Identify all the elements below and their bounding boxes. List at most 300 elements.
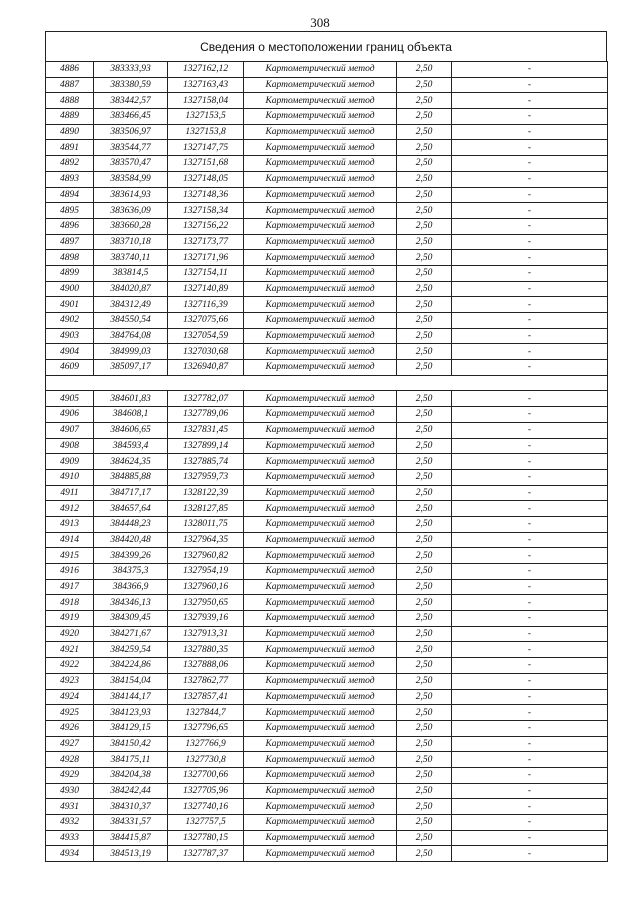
table-row	[46, 485, 608, 501]
method-cell: Картометрический метод	[244, 501, 397, 517]
accuracy-cell: 2,50	[397, 203, 452, 219]
y-coordinate-cell: 1327950,65	[168, 595, 244, 611]
table-row	[46, 469, 608, 485]
note-cell: -	[452, 689, 608, 705]
table-row	[46, 783, 608, 799]
point-number-cell: 4906	[46, 407, 94, 423]
y-coordinate-cell: 1327787,37	[168, 846, 244, 862]
y-coordinate-cell: 1327075,66	[168, 313, 244, 329]
table-row	[46, 548, 608, 564]
point-number-cell: 4899	[46, 265, 94, 281]
accuracy-cell: 2,50	[397, 218, 452, 234]
accuracy-cell: 2,50	[397, 407, 452, 423]
method-cell: Картометрический метод	[244, 485, 397, 501]
accuracy-cell: 2,50	[397, 815, 452, 831]
note-cell: -	[452, 783, 608, 799]
table-row	[46, 344, 608, 360]
method-cell: Картометрический метод	[244, 265, 397, 281]
accuracy-cell: 2,50	[397, 799, 452, 815]
y-coordinate-cell: 1327171,96	[168, 250, 244, 266]
method-cell: Картометрический метод	[244, 846, 397, 862]
method-cell: Картометрический метод	[244, 532, 397, 548]
accuracy-cell: 2,50	[397, 438, 452, 454]
y-coordinate-cell: 1327862,77	[168, 673, 244, 689]
accuracy-cell: 2,50	[397, 689, 452, 705]
note-cell: -	[452, 548, 608, 564]
y-coordinate-cell: 1327888,06	[168, 658, 244, 674]
x-coordinate-cell: 383442,57	[94, 93, 168, 109]
y-coordinate-cell: 1326940,87	[168, 360, 244, 376]
method-cell: Картометрический метод	[244, 297, 397, 313]
note-cell: -	[452, 736, 608, 752]
y-coordinate-cell: 1327148,36	[168, 187, 244, 203]
accuracy-cell: 2,50	[397, 642, 452, 658]
point-number-cell: 4923	[46, 673, 94, 689]
x-coordinate-cell: 384331,57	[94, 815, 168, 831]
x-coordinate-cell: 384175,11	[94, 752, 168, 768]
point-number-cell: 4910	[46, 469, 94, 485]
table-row	[46, 407, 608, 423]
x-coordinate-cell: 384020,87	[94, 281, 168, 297]
x-coordinate-cell: 384420,48	[94, 532, 168, 548]
table-row	[46, 673, 608, 689]
point-number-cell: 4920	[46, 626, 94, 642]
point-number-cell: 4925	[46, 705, 94, 721]
x-coordinate-cell: 384624,35	[94, 454, 168, 470]
x-coordinate-cell: 384346,13	[94, 595, 168, 611]
note-cell: -	[452, 250, 608, 266]
y-coordinate-cell: 1327789,06	[168, 407, 244, 423]
y-coordinate-cell: 1327156,22	[168, 218, 244, 234]
table-row	[46, 93, 608, 109]
accuracy-cell: 2,50	[397, 360, 452, 376]
point-number-cell: 4916	[46, 564, 94, 580]
point-number-cell: 4924	[46, 689, 94, 705]
note-cell: -	[452, 720, 608, 736]
x-coordinate-cell: 384123,93	[94, 705, 168, 721]
y-coordinate-cell: 1327831,45	[168, 422, 244, 438]
accuracy-cell: 2,50	[397, 595, 452, 611]
method-cell: Картометрический метод	[244, 783, 397, 799]
point-number-cell: 4908	[46, 438, 94, 454]
note-cell: -	[452, 752, 608, 768]
accuracy-cell: 2,50	[397, 109, 452, 125]
accuracy-cell: 2,50	[397, 830, 452, 846]
table-row	[46, 532, 608, 548]
table-row	[46, 454, 608, 470]
method-cell: Картометрический метод	[244, 548, 397, 564]
method-cell: Картометрический метод	[244, 422, 397, 438]
accuracy-cell: 2,50	[397, 532, 452, 548]
note-cell: -	[452, 344, 608, 360]
point-number-cell: 4897	[46, 234, 94, 250]
x-coordinate-cell: 384448,23	[94, 516, 168, 532]
table-row	[46, 250, 608, 266]
x-coordinate-cell: 384415,87	[94, 830, 168, 846]
x-coordinate-cell: 383506,97	[94, 124, 168, 140]
y-coordinate-cell: 1327782,07	[168, 391, 244, 407]
y-coordinate-cell: 1327796,65	[168, 720, 244, 736]
x-coordinate-cell: 385097,17	[94, 360, 168, 376]
y-coordinate-cell: 1327939,16	[168, 611, 244, 627]
table-row	[46, 501, 608, 517]
x-coordinate-cell: 384375,3	[94, 564, 168, 580]
accuracy-cell: 2,50	[397, 265, 452, 281]
note-cell: -	[452, 265, 608, 281]
accuracy-cell: 2,50	[397, 752, 452, 768]
method-cell: Картометрический метод	[244, 77, 397, 93]
table-row	[46, 799, 608, 815]
point-number-cell: 4922	[46, 658, 94, 674]
x-coordinate-cell: 383570,47	[94, 156, 168, 172]
point-number-cell: 4921	[46, 642, 94, 658]
point-number-cell: 4913	[46, 516, 94, 532]
y-coordinate-cell: 1327960,16	[168, 579, 244, 595]
y-coordinate-cell: 1327700,66	[168, 767, 244, 783]
table-row	[46, 516, 608, 532]
y-coordinate-cell: 1327844,7	[168, 705, 244, 721]
point-number-cell: 4907	[46, 422, 94, 438]
method-cell: Картометрический метод	[244, 595, 397, 611]
coordinates-table	[45, 61, 608, 862]
accuracy-cell: 2,50	[397, 736, 452, 752]
accuracy-cell: 2,50	[397, 93, 452, 109]
note-cell: -	[452, 77, 608, 93]
method-cell: Картометрический метод	[244, 564, 397, 580]
table-row	[46, 642, 608, 658]
table-row	[46, 736, 608, 752]
point-number-cell: 4912	[46, 501, 94, 517]
table-row	[46, 830, 608, 846]
table-row	[46, 234, 608, 250]
accuracy-cell: 2,50	[397, 548, 452, 564]
method-cell: Картометрический метод	[244, 109, 397, 125]
point-number-cell: 4903	[46, 328, 94, 344]
accuracy-cell: 2,50	[397, 328, 452, 344]
x-coordinate-cell: 383636,09	[94, 203, 168, 219]
note-cell: -	[452, 705, 608, 721]
method-cell: Картометрический метод	[244, 579, 397, 595]
point-number-cell: 4931	[46, 799, 94, 815]
point-number-cell: 4904	[46, 344, 94, 360]
y-coordinate-cell: 1327147,75	[168, 140, 244, 156]
table-row	[46, 689, 608, 705]
y-coordinate-cell: 1328011,75	[168, 516, 244, 532]
note-cell: -	[452, 156, 608, 172]
method-cell: Картометрический метод	[244, 328, 397, 344]
point-number-cell: 4898	[46, 250, 94, 266]
accuracy-cell: 2,50	[397, 171, 452, 187]
point-number-cell: 4609	[46, 360, 94, 376]
y-coordinate-cell: 1327913,31	[168, 626, 244, 642]
accuracy-cell: 2,50	[397, 391, 452, 407]
method-cell: Картометрический метод	[244, 830, 397, 846]
note-cell: -	[452, 438, 608, 454]
method-cell: Картометрический метод	[244, 516, 397, 532]
point-number-cell: 4901	[46, 297, 94, 313]
accuracy-cell: 2,50	[397, 611, 452, 627]
x-coordinate-cell: 383710,18	[94, 234, 168, 250]
method-cell: Картометрический метод	[244, 767, 397, 783]
method-cell: Картометрический метод	[244, 626, 397, 642]
point-number-cell: 4887	[46, 77, 94, 93]
note-cell: -	[452, 579, 608, 595]
x-coordinate-cell: 383584,99	[94, 171, 168, 187]
coordinates-table-body	[46, 62, 608, 862]
method-cell: Картометрический метод	[244, 736, 397, 752]
accuracy-cell: 2,50	[397, 579, 452, 595]
note-cell: -	[452, 595, 608, 611]
point-number-cell: 4889	[46, 109, 94, 125]
method-cell: Картометрический метод	[244, 140, 397, 156]
accuracy-cell: 2,50	[397, 564, 452, 580]
note-cell: -	[452, 846, 608, 862]
accuracy-cell: 2,50	[397, 156, 452, 172]
method-cell: Картометрический метод	[244, 124, 397, 140]
accuracy-cell: 2,50	[397, 124, 452, 140]
x-coordinate-cell: 383740,11	[94, 250, 168, 266]
method-cell: Картометрический метод	[244, 407, 397, 423]
method-cell: Картометрический метод	[244, 815, 397, 831]
accuracy-cell: 2,50	[397, 469, 452, 485]
x-coordinate-cell: 384593,4	[94, 438, 168, 454]
table-row	[46, 720, 608, 736]
x-coordinate-cell: 383333,93	[94, 62, 168, 78]
y-coordinate-cell: 1327730,8	[168, 752, 244, 768]
table-row	[46, 579, 608, 595]
method-cell: Картометрический метод	[244, 218, 397, 234]
accuracy-cell: 2,50	[397, 313, 452, 329]
method-cell: Картометрический метод	[244, 720, 397, 736]
method-cell: Картометрический метод	[244, 454, 397, 470]
point-number-cell: 4927	[46, 736, 94, 752]
method-cell: Картометрический метод	[244, 752, 397, 768]
x-coordinate-cell: 383380,59	[94, 77, 168, 93]
x-coordinate-cell: 384608,1	[94, 407, 168, 423]
y-coordinate-cell: 1327705,96	[168, 783, 244, 799]
accuracy-cell: 2,50	[397, 422, 452, 438]
y-coordinate-cell: 1327740,16	[168, 799, 244, 815]
y-coordinate-cell: 1327959,73	[168, 469, 244, 485]
table-row	[46, 328, 608, 344]
note-cell: -	[452, 532, 608, 548]
note-cell: -	[452, 767, 608, 783]
point-number-cell: 4905	[46, 391, 94, 407]
x-coordinate-cell: 384150,42	[94, 736, 168, 752]
note-cell: -	[452, 218, 608, 234]
note-cell: -	[452, 422, 608, 438]
accuracy-cell: 2,50	[397, 187, 452, 203]
y-coordinate-cell: 1327780,15	[168, 830, 244, 846]
x-coordinate-cell: 384399,26	[94, 548, 168, 564]
method-cell: Картометрический метод	[244, 187, 397, 203]
accuracy-cell: 2,50	[397, 516, 452, 532]
point-number-cell: 4918	[46, 595, 94, 611]
x-coordinate-cell: 383614,93	[94, 187, 168, 203]
point-number-cell: 4934	[46, 846, 94, 862]
table-row	[46, 595, 608, 611]
point-number-cell: 4932	[46, 815, 94, 831]
accuracy-cell: 2,50	[397, 281, 452, 297]
x-coordinate-cell: 384224,86	[94, 658, 168, 674]
table-row	[46, 281, 608, 297]
method-cell: Картометрический метод	[244, 156, 397, 172]
accuracy-cell: 2,50	[397, 501, 452, 517]
accuracy-cell: 2,50	[397, 77, 452, 93]
note-cell: -	[452, 815, 608, 831]
x-coordinate-cell: 384366,9	[94, 579, 168, 595]
note-cell: -	[452, 626, 608, 642]
table-row	[46, 705, 608, 721]
table-row	[46, 752, 608, 768]
y-coordinate-cell: 1327899,14	[168, 438, 244, 454]
point-number-cell: 4933	[46, 830, 94, 846]
method-cell: Картометрический метод	[244, 799, 397, 815]
note-cell: -	[452, 611, 608, 627]
y-coordinate-cell: 1327964,35	[168, 532, 244, 548]
y-coordinate-cell: 1327154,11	[168, 265, 244, 281]
table-row	[46, 438, 608, 454]
y-coordinate-cell: 1327151,68	[168, 156, 244, 172]
note-cell: -	[452, 469, 608, 485]
method-cell: Картометрический метод	[244, 234, 397, 250]
y-coordinate-cell: 1327766,9	[168, 736, 244, 752]
note-cell: -	[452, 391, 608, 407]
y-coordinate-cell: 1327954,19	[168, 564, 244, 580]
point-number-cell: 4896	[46, 218, 94, 234]
accuracy-cell: 2,50	[397, 62, 452, 78]
point-number-cell: 4919	[46, 611, 94, 627]
note-cell: -	[452, 673, 608, 689]
x-coordinate-cell: 384312,49	[94, 297, 168, 313]
accuracy-cell: 2,50	[397, 297, 452, 313]
table-row	[46, 62, 608, 78]
method-cell: Картометрический метод	[244, 689, 397, 705]
method-cell: Картометрический метод	[244, 93, 397, 109]
y-coordinate-cell: 1327153,8	[168, 124, 244, 140]
table-row	[46, 391, 608, 407]
table-row	[46, 156, 608, 172]
table-row	[46, 109, 608, 125]
y-coordinate-cell: 1327030,68	[168, 344, 244, 360]
point-number-cell: 4886	[46, 62, 94, 78]
x-coordinate-cell: 384885,88	[94, 469, 168, 485]
table-row	[46, 218, 608, 234]
point-number-cell: 4902	[46, 313, 94, 329]
point-number-cell: 4891	[46, 140, 94, 156]
note-cell: -	[452, 187, 608, 203]
table-row	[46, 297, 608, 313]
method-cell: Картометрический метод	[244, 313, 397, 329]
y-coordinate-cell: 1327162,12	[168, 62, 244, 78]
accuracy-cell: 2,50	[397, 767, 452, 783]
y-coordinate-cell: 1328122,39	[168, 485, 244, 501]
y-coordinate-cell: 1327757,5	[168, 815, 244, 831]
table-row	[46, 313, 608, 329]
method-cell: Картометрический метод	[244, 658, 397, 674]
table-row	[46, 171, 608, 187]
note-cell: -	[452, 109, 608, 125]
x-coordinate-cell: 384717,17	[94, 485, 168, 501]
method-cell: Картометрический метод	[244, 673, 397, 689]
note-cell: -	[452, 830, 608, 846]
table-row	[46, 846, 608, 862]
x-coordinate-cell: 383544,77	[94, 140, 168, 156]
accuracy-cell: 2,50	[397, 673, 452, 689]
table-row	[46, 611, 608, 627]
y-coordinate-cell: 1327148,05	[168, 171, 244, 187]
x-coordinate-cell: 384144,17	[94, 689, 168, 705]
method-cell: Картометрический метод	[244, 250, 397, 266]
note-cell: -	[452, 501, 608, 517]
table-row	[46, 203, 608, 219]
method-cell: Картометрический метод	[244, 344, 397, 360]
method-cell: Картометрический метод	[244, 203, 397, 219]
accuracy-cell: 2,50	[397, 344, 452, 360]
table-row	[46, 767, 608, 783]
method-cell: Картометрический метод	[244, 611, 397, 627]
point-number-cell: 4914	[46, 532, 94, 548]
table-row	[46, 815, 608, 831]
note-cell: -	[452, 799, 608, 815]
y-coordinate-cell: 1327163,43	[168, 77, 244, 93]
point-number-cell: 4893	[46, 171, 94, 187]
x-coordinate-cell: 384550,54	[94, 313, 168, 329]
table-row	[46, 187, 608, 203]
y-coordinate-cell: 1327140,89	[168, 281, 244, 297]
accuracy-cell: 2,50	[397, 720, 452, 736]
point-number-cell: 4928	[46, 752, 94, 768]
y-coordinate-cell: 1327153,5	[168, 109, 244, 125]
x-coordinate-cell: 384242,44	[94, 783, 168, 799]
method-cell: Картометрический метод	[244, 171, 397, 187]
point-number-cell: 4909	[46, 454, 94, 470]
note-cell: -	[452, 485, 608, 501]
point-number-cell: 4930	[46, 783, 94, 799]
note-cell: -	[452, 297, 608, 313]
x-coordinate-cell: 384310,37	[94, 799, 168, 815]
note-cell: -	[452, 328, 608, 344]
y-coordinate-cell: 1327960,82	[168, 548, 244, 564]
point-number-cell: 4892	[46, 156, 94, 172]
x-coordinate-cell: 383814,5	[94, 265, 168, 281]
y-coordinate-cell: 1327857,41	[168, 689, 244, 705]
accuracy-cell: 2,50	[397, 140, 452, 156]
accuracy-cell: 2,50	[397, 250, 452, 266]
accuracy-cell: 2,50	[397, 485, 452, 501]
y-coordinate-cell: 1327173,77	[168, 234, 244, 250]
note-cell: -	[452, 203, 608, 219]
table-row	[46, 360, 608, 376]
x-coordinate-cell: 384764,08	[94, 328, 168, 344]
table-title: Сведения о местоположении границ объекта	[45, 31, 607, 61]
accuracy-cell: 2,50	[397, 454, 452, 470]
y-coordinate-cell: 1327880,35	[168, 642, 244, 658]
x-coordinate-cell: 384513,19	[94, 846, 168, 862]
x-coordinate-cell: 384657,64	[94, 501, 168, 517]
method-cell: Картометрический метод	[244, 391, 397, 407]
note-cell: -	[452, 658, 608, 674]
x-coordinate-cell: 384601,83	[94, 391, 168, 407]
y-coordinate-cell: 1328127,85	[168, 501, 244, 517]
note-cell: -	[452, 281, 608, 297]
point-number-cell: 4890	[46, 124, 94, 140]
note-cell: -	[452, 62, 608, 78]
method-cell: Картометрический метод	[244, 705, 397, 721]
note-cell: -	[452, 234, 608, 250]
accuracy-cell: 2,50	[397, 783, 452, 799]
x-coordinate-cell: 384309,45	[94, 611, 168, 627]
